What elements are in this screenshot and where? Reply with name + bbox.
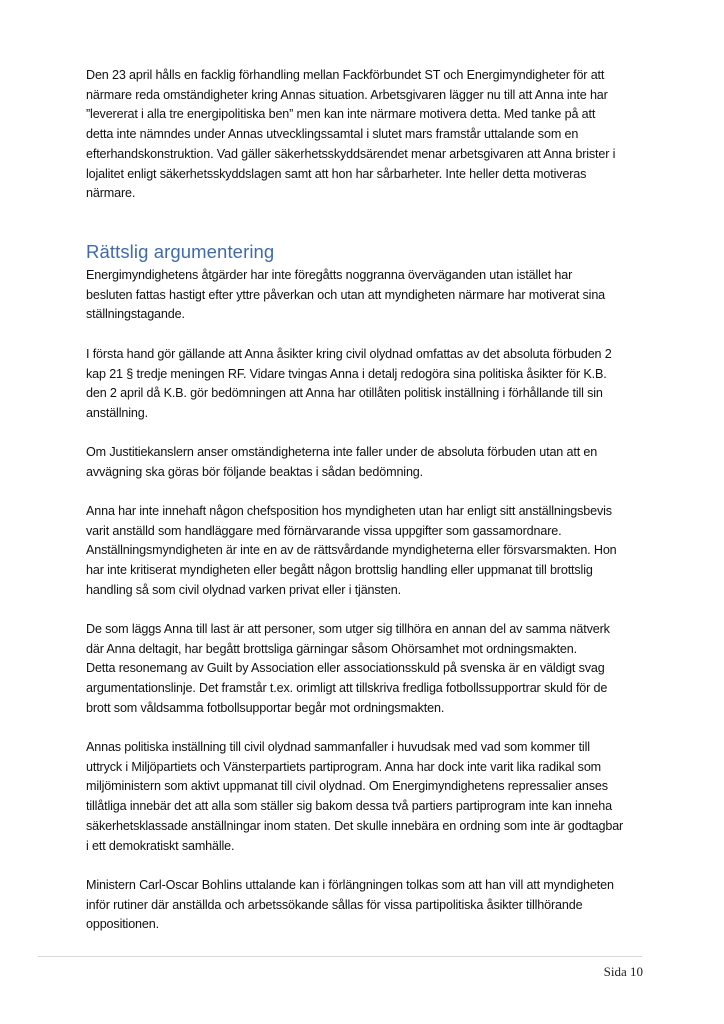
text-line: oppositionen.	[86, 917, 159, 932]
text-line: den 2 april då K.B. gör bedömningen att Anna har otillåten politisk inställning i förhållande till sin	[86, 386, 603, 401]
text-line: Anna har inte innehaft någon chefsposition hos myndigheten utan har enligt sitt anställningsbevis	[86, 504, 612, 518]
paragraph-political-stance	[86, 738, 646, 856]
text-line: kap 21 § tredje meningen RF. Vidare tvingas Anna i detalj redogöra sina politiska åsikter för K.B.	[86, 366, 607, 381]
text-line: Annas politiska inställning till civil olydnad sammanfaller i huvudsak med vad som kommer till	[86, 740, 590, 754]
paragraph-negotiation	[86, 66, 646, 204]
text-line: Den 23 april hålls en facklig förhandling mellan Fackförbundet ST och Energimyndigheter för att	[86, 68, 605, 82]
paragraph-minister	[86, 876, 646, 935]
text-line: Detta resonemang av Guilt by Association eller associationsskuld på svenska är en väldigt svag	[86, 661, 605, 676]
paragraph-measures	[86, 266, 646, 325]
text-line: De som läggs Anna till last är att personer, som utger sig tillhöra en annan del av samma nätverk	[86, 622, 610, 636]
text-line: uttryck i Miljöpartiets och Vänsterpartiets partiprogram. Anna har dock inte varit lika radikal som	[86, 759, 602, 774]
text-line: har inte kritiserat myndigheten eller begått någon brottslig handling eller uppmanat till brottslig	[86, 563, 593, 578]
text-line: lojalitet enligt säkerhetsskyddslagen samt att hon har sårbarheter. Inte heller detta motiveras	[86, 166, 587, 181]
text-line: anställning.	[86, 406, 148, 421]
text-line: närmare.	[86, 186, 136, 201]
text-line: där Anna deltagit, har begått brottsliga gärningar såsom Ohörsamhet mot ordningsmakten.	[86, 641, 577, 656]
text-line: varit anställd som handläggare med förnärvarande vissa uppgifter som gassamordnare.	[86, 523, 562, 538]
text-line: Om Justitiekanslern anser omständigheterna inte faller under de absoluta förbuden utan att en	[86, 445, 598, 459]
text-line: Energimyndighetens åtgärder har inte föregåtts noggranna överväganden utan istället har	[86, 268, 573, 282]
text-line: miljöministern som aktivt uppmanat till civil olydnad. Om Energimyndighetens repressalier anses	[86, 779, 608, 794]
text-line: tillåtliga innebär det att alla som ställer sig bakom dessa två partiers partiprogram inte kan inneha	[86, 799, 612, 814]
text-line: i ett demokratiskt samhälle.	[86, 838, 235, 853]
paragraph-association	[86, 620, 646, 719]
text-line: Anställningsmyndigheten är inte en av de rättsvårdande myndigheterna eller försvarsmakten. Hon	[86, 543, 617, 558]
footer-divider	[38, 956, 642, 957]
page-number: Sida 10	[603, 964, 643, 979]
text-line: besluten fattas hastigt efter yttre påverkan och utan att myndigheten närmare har motiverat sina	[86, 287, 606, 302]
text-line: närmare reda omständigheter kring Annas situation. Arbetsgivaren lägger nu till att Anna inte har	[86, 87, 608, 102]
text-line: I första hand gör gällande att Anna åsikter kring civil olydnad omfattas av det absoluta förbuden 2	[86, 347, 612, 361]
text-line: avvägning ska göras bör följande beaktas i sådan bedömning.	[86, 464, 424, 479]
text-line: handling så som civil olydnad varken privat eller i tjänsten.	[86, 582, 401, 597]
text-line: ställningstagande.	[86, 307, 185, 322]
text-line: Ministern Carl-Oscar Bohlins uttalande kan i förlängningen tolkas som att han vill att myndigheten	[86, 878, 614, 892]
paragraph-position	[86, 502, 646, 601]
text-line: brott som våldsamma fotbollsupportar begår mot ordningsmakten.	[86, 700, 445, 715]
paragraph-justitiekanslern	[86, 443, 646, 482]
paragraph-first-claim	[86, 345, 646, 424]
section-heading: Rättslig argumentering	[86, 241, 275, 262]
text-line: argumentationslinje. Det framstår t.ex. orimligt att tillskriva fredliga fotbollssupportrar skuld för de	[86, 681, 608, 696]
text-line: ”levererat i alla tre energipolitiska ben” men kan inte närmare motivera detta. Med tanke på att	[86, 107, 596, 122]
text-line: inför rutiner där anställda och arbetssökande sållas för vissa partipolitiska åsikter tillhörande	[86, 897, 583, 912]
text-line: efterhandskonstruktion. Vad gäller säkerhetsskyddsärendet menar arbetsgivaren att Anna brister i	[86, 146, 616, 161]
text-line: detta inte nämndes under Annas utvecklingssamtal i slutet mars framstår uttalande som en	[86, 127, 579, 142]
text-line: säkerhetsklassade anställningar inom staten. Det skulle innebära en ordning som inte är godtagbar	[86, 818, 624, 833]
